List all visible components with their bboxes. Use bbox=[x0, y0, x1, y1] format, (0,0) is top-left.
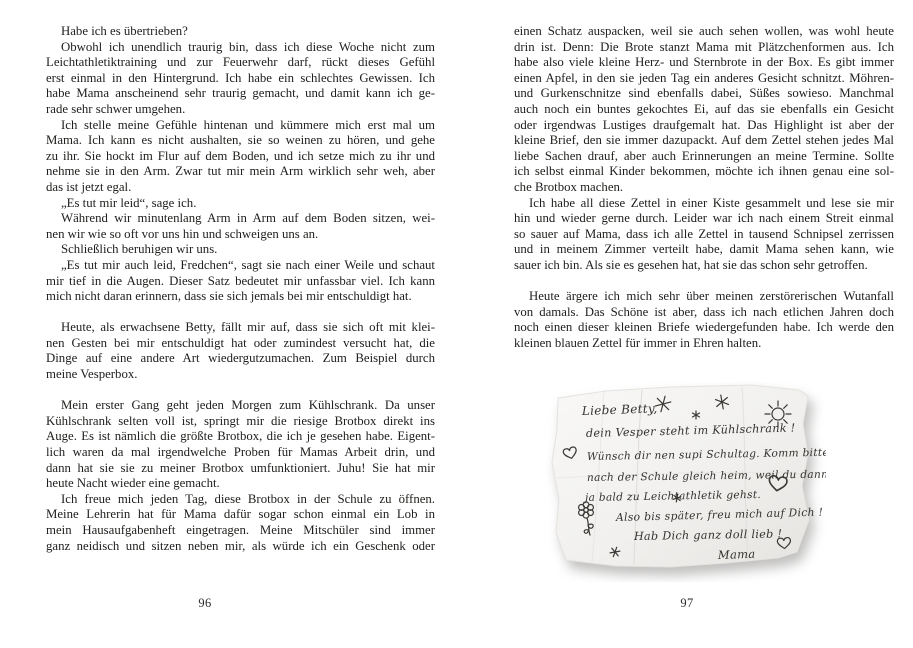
text-line: Leichtathletiktraining und zur Feuerwehr darf, rückt dieses Gefühl bbox=[46, 55, 435, 70]
text-line: nen Gesten bei mir entschuldigt hat oder zumindest versucht hat, die bbox=[46, 335, 435, 350]
text-line: heute Nacht wieder eine gemacht. bbox=[46, 476, 220, 491]
text-line: mich nicht daran erinnern, dass sie sich jemals bei mir entschuldigt hat. bbox=[46, 289, 412, 304]
text-line: che Brotbox machen. bbox=[514, 179, 624, 194]
text-line: nen wir wie so oft vor uns hin und schweigen uns an. bbox=[46, 226, 319, 241]
text-line: Ich stelle meine Gefühle hintenan und kümmere mich erst mal um bbox=[61, 117, 435, 132]
note-line: nach der Schule gleich heim, weil du dann bbox=[586, 468, 826, 484]
text-line: und Gurkenschnitze sind ebenfalls dabei, Süßes sowieso. Manchmal bbox=[514, 86, 894, 101]
text-line: ganz neidisch und sitzen neben mir, als würde ich ein Geschenk oder bbox=[46, 538, 435, 553]
text-line: meine Vesperbox. bbox=[46, 367, 138, 382]
note-line: Liebe Betty, bbox=[581, 401, 658, 418]
text-line: von damals. Das Schöne ist aber, dass ich nach etlichen Jahren doch bbox=[514, 304, 894, 319]
text-line: liebe Sachen drauf, aber auch Erinnerungen an meine Termine. Sollte bbox=[514, 148, 894, 163]
text-line: kleine Brief, den sie immer dazupackt. Auf dem Zettel stehen jedes Mal bbox=[514, 133, 894, 148]
text-line: Während wir minutenlang Arm in Arm auf dem Boden sitzen, wei- bbox=[61, 211, 435, 226]
text-line: Mein erster Gang geht jeden Morgen zum Kühlschrank. Da unser bbox=[61, 398, 435, 413]
page-right-text bbox=[514, 24, 894, 351]
text-line: mir tief in die Augen. Dieser Satz bedeutet mir unfassbar viel. Ich kann bbox=[46, 273, 435, 288]
text-line: Meine Lehrerin hat für Mama dafür sogar schon einmal ein Lob in bbox=[46, 507, 435, 522]
text-line: Mama. Ich kann es nicht aushalten, sie so weinen zu hören, und gehe bbox=[46, 133, 435, 148]
text-line: und in meinem Zimmer verteilt habe, damit Mama sehen kann, wie bbox=[514, 242, 894, 257]
note-line: dein Vesper steht im Kühlschrank ! bbox=[585, 421, 796, 440]
text-line: ich selbst einmal Kinder bekommen, möchte ich ihnen genau eine sol- bbox=[514, 164, 894, 179]
note-paper-svg bbox=[546, 382, 826, 582]
text-line: Kühlschrank selten voll ist, springt mir die riesige Brotbox direkt ins bbox=[46, 413, 435, 428]
text-line: kleinen blauen Zettel für immer in Ehren halten. bbox=[514, 335, 762, 350]
text-line: lich waren da mal irgendwelche Proben für Mamas Arbeit drin, und bbox=[46, 445, 435, 460]
text-line: noch einen dieser kleinen Briefe wiedergefunden habe. Ich werde den bbox=[514, 320, 894, 335]
text-line: mein Hausaufgabenheft eingetragen. Meine Mitschüler sind immer bbox=[46, 523, 435, 537]
text-line: auch noch ein buntes gekochtes Ei, auf das sie ebenfalls ein Gesicht bbox=[514, 101, 894, 116]
text-line: das ist jetzt egal. bbox=[46, 179, 132, 194]
page-number-left: 96 bbox=[198, 596, 212, 610]
text-line: sauer ich bin. Als sie es gesehen hat, hat sie das schon sehr getroffen. bbox=[514, 257, 868, 272]
text-line: habe also viele kleine Herz- und Sternbrote in der Box. Es gibt immer bbox=[514, 55, 894, 70]
text-line: Ich habe all diese Zettel in einer Kiste gesammelt und lese sie mir bbox=[529, 195, 894, 210]
note-line: Also bis später, freu mich auf Dich ! bbox=[615, 505, 824, 524]
text-line: Obwohl ich unendlich traurig bin, dass ich diese Woche nicht zum bbox=[61, 39, 435, 54]
text-line: Schließlich beruhigen wir uns. bbox=[61, 242, 218, 257]
note-line: Wünsch dir nen supi Schultag. Komm bitte bbox=[586, 446, 826, 463]
page-number-right: 97 bbox=[680, 596, 694, 610]
text-line: oder irgendwas Lustiges draufgemalt hat. Das Highlight ist aber der bbox=[514, 117, 894, 132]
note-line: ja bald zu Leichtathletik gehst. bbox=[584, 488, 762, 504]
text-line: „Es tut mir leid“, sage ich. bbox=[61, 195, 197, 210]
text-line: nehme sie in den Arm. Zwar tut mir mein Arm wirklich sehr weh, aber bbox=[46, 164, 435, 179]
text-line: zu ihr. Sie hockt im Flur auf dem Boden, und ich setze mich zu ihr und bbox=[46, 148, 435, 163]
text-line: erst einmal in den Hintergrund. Ich habe ein schlechtes Gewissen. Ich bbox=[46, 70, 435, 85]
text-line: Dinge auf eine andere Art wiedergutzumachen. Zum Beispiel durch bbox=[46, 351, 435, 366]
text-line: so sauer auf Mama, dass ich alle Zettel in tausend Schnipsel zerrissen bbox=[514, 226, 894, 241]
text-line: drin ist. Denn: Die Brote stanzt Mama mit Plätzchenformen aus. Ich bbox=[514, 39, 894, 54]
text-line: einen Apfel, in den sie jeden Tag ein anderes Gesicht schnitzt. Möhren- bbox=[514, 70, 894, 85]
text-line: dann hat sie sie zu meiner Brotbox umfunktioniert. Juhu! Sie hat mir bbox=[46, 460, 435, 475]
text-line: Heute, als erwachsene Betty, fällt mir auf, dass sie sich oft mit klei- bbox=[61, 320, 435, 335]
text-line: „Es tut mir auch leid, Fredchen“, sagt sie nach einer Weile und schaut bbox=[61, 257, 435, 272]
note-line: Hab Dich ganz doll lieb ! bbox=[633, 527, 783, 543]
text-line: einen Schatz auspacken, weil sie auch sehen wollen, was wohl heute bbox=[514, 24, 894, 38]
note-signature: Mama bbox=[717, 546, 756, 562]
text-line: habe Mama anscheinend sehr traurig gemacht, und damit kann ich ge- bbox=[46, 86, 435, 101]
text-line: Auge. Es ist nämlich die größte Brotbox, die ich je gesehen habe. Eigent- bbox=[46, 429, 435, 444]
text-line: Ich freue mich jeden Tag, diese Brotbox in der Schule zu öffnen. bbox=[61, 491, 435, 506]
text-line: Habe ich es übertrieben? bbox=[61, 24, 188, 38]
text-line: Heute ärgere ich mich sehr über meinen zerstörerischen Wutanfall bbox=[529, 289, 894, 304]
page-left-text bbox=[46, 24, 435, 554]
text-line: rade sehr schwer umgehen. bbox=[46, 101, 186, 116]
text-line: hin und wieder gerne durch. Leider war ich nach einem Streit einmal bbox=[514, 211, 894, 226]
note-photo bbox=[546, 382, 826, 582]
